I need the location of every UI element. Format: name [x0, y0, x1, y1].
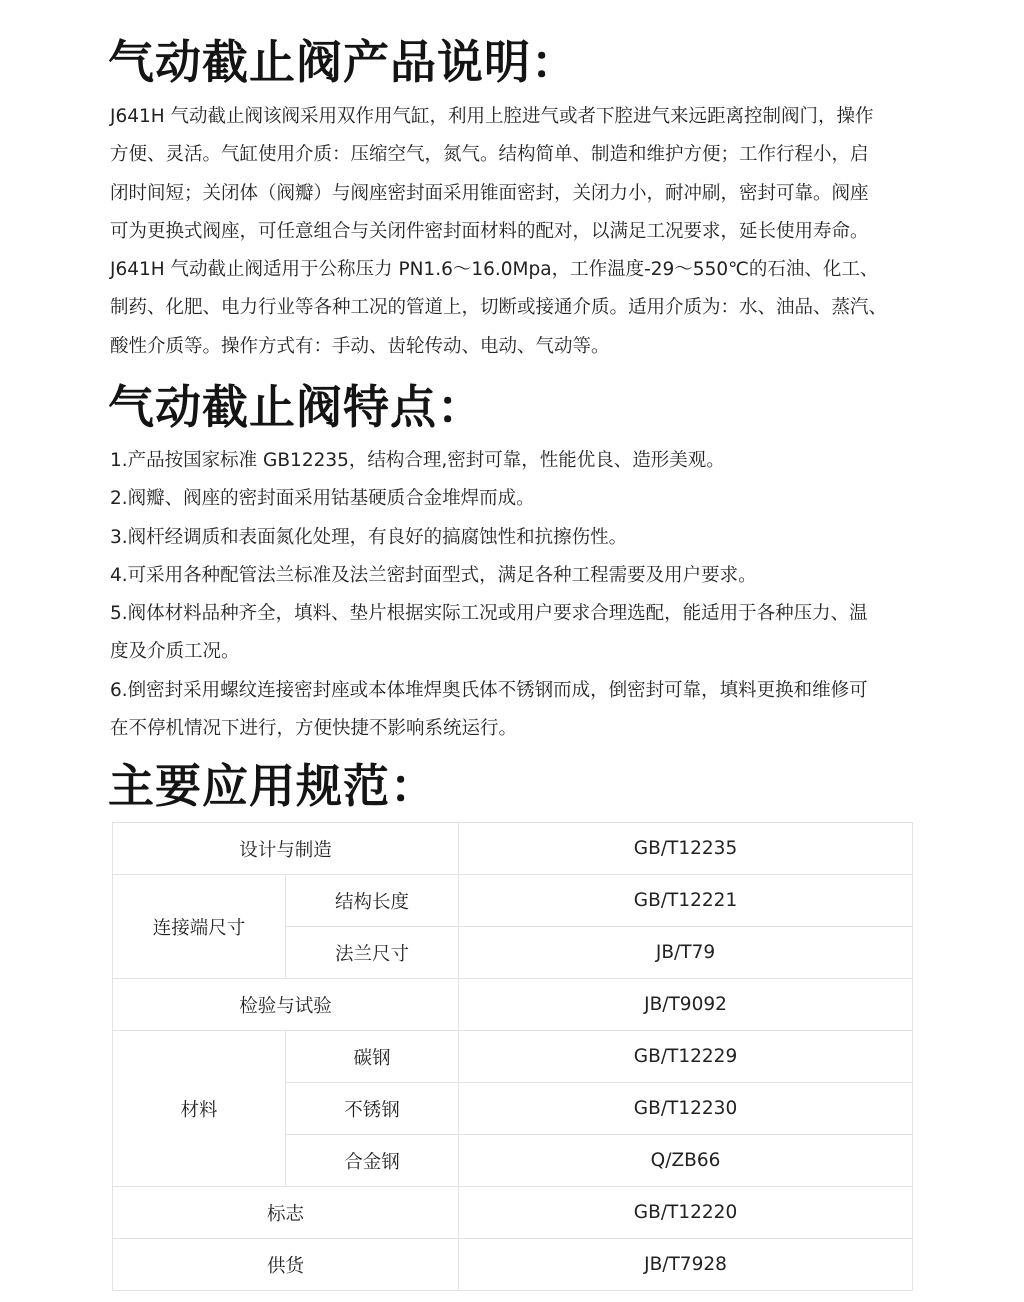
- spec-value: GB/T12220: [459, 1187, 913, 1239]
- features-title: 气动截止阀特点：: [108, 380, 484, 434]
- spec-value: GB/T12235: [459, 823, 913, 875]
- feature-item-continuation: 度及介质工况。: [110, 641, 240, 663]
- spec-sublabel: 不锈钢: [286, 1083, 459, 1135]
- feature-item-continuation: 在不停机情况下进行，方便快捷不影响系统运行。: [110, 718, 518, 740]
- table-row: [113, 1239, 913, 1291]
- spec-sublabel: 合金钢: [286, 1135, 459, 1187]
- table-row: [113, 875, 913, 927]
- description-title: 气动截止阀产品说明：: [108, 35, 578, 89]
- spec-value: GB/T12229: [459, 1031, 913, 1083]
- spec-label: 设计与制造: [113, 823, 459, 875]
- spec-label: 供货: [113, 1239, 459, 1291]
- features-list: [110, 442, 920, 748]
- description-line: 闭时间短；关闭体（阀瓣）与阀座密封面采用锥面密封，关闭力小，耐冲刷，密封可靠。阀座: [110, 182, 869, 204]
- spec-value: GB/T12230: [459, 1083, 913, 1135]
- description-line: J641H 气动截止阀该阀采用双作用气缸，利用上腔进气或者下腔进气来远距离控制阀门，操作: [110, 106, 874, 127]
- spec-label: 标志: [113, 1187, 459, 1239]
- spec-value: JB/T7928: [459, 1239, 913, 1291]
- feature-item: 3.阀杆经调质和表面氮化处理，有良好的搞腐蚀性和抗擦伤性。: [110, 526, 628, 548]
- spec-sublabel: 碳钢: [286, 1031, 459, 1083]
- spec-value: JB/T79: [459, 927, 913, 979]
- spec-label: 检验与试验: [113, 979, 459, 1031]
- spec-group-label: 材料: [113, 1031, 286, 1187]
- specs-title: 主要应用规范：: [108, 759, 437, 813]
- feature-item: 5.阀体材料品种齐全，填料、垫片根据实际工况或用户要求合理选配，能适用于各种压力、温: [110, 603, 868, 625]
- spec-sublabel: 法兰尺寸: [286, 927, 459, 979]
- feature-item: 2.阀瓣、阀座的密封面采用钴基硬质合金堆焊而成。: [110, 488, 535, 510]
- description-line: 方便、灵活。气缸使用介质：压缩空气，氮气。结构简单、制造和维护方便；工作行程小，启: [110, 144, 869, 166]
- spec-group-label: 连接端尺寸: [113, 875, 286, 979]
- feature-item: 6.倒密封采用螺纹连接密封座或本体堆焊奥氏体不锈钢而成，倒密封可靠，填料更换和维修可: [110, 679, 868, 701]
- feature-item: 1.产品按国家标准 GB12235，结构合理,密封可靠，性能优良、造形美观。: [110, 450, 725, 471]
- description-line: 酸性介质等。操作方式有：手动、齿轮传动、电动、气动等。: [110, 335, 610, 357]
- description-line: 可为更换式阀座，可任意组合与关闭件密封面材料的配对，以满足工况要求，延长使用寿命。: [110, 220, 869, 242]
- table-row: [113, 979, 913, 1031]
- description-line: J641H 气动截止阀适用于公称压力 PN1.6～16.0Mpa，工作温度-29～550℃的石油、化工、: [110, 259, 879, 281]
- spec-value: GB/T12221: [459, 875, 913, 927]
- spec-sublabel: 结构长度: [286, 875, 459, 927]
- specs-table: [112, 822, 913, 1291]
- table-row: [113, 1031, 913, 1083]
- table-row: [113, 823, 913, 875]
- spec-value: JB/T9092: [459, 979, 913, 1031]
- description-paragraph: [110, 98, 920, 366]
- description-line: 制药、化肥、电力行业等各种工况的管道上，切断或接通介质。适用介质为：水、油品、蒸汽、: [110, 297, 888, 319]
- spec-value: Q/ZB66: [459, 1135, 913, 1187]
- feature-item: 4.可采用各种配管法兰标准及法兰密封面型式，满足各种工程需要及用户要求。: [110, 564, 757, 586]
- table-row: [113, 1187, 913, 1239]
